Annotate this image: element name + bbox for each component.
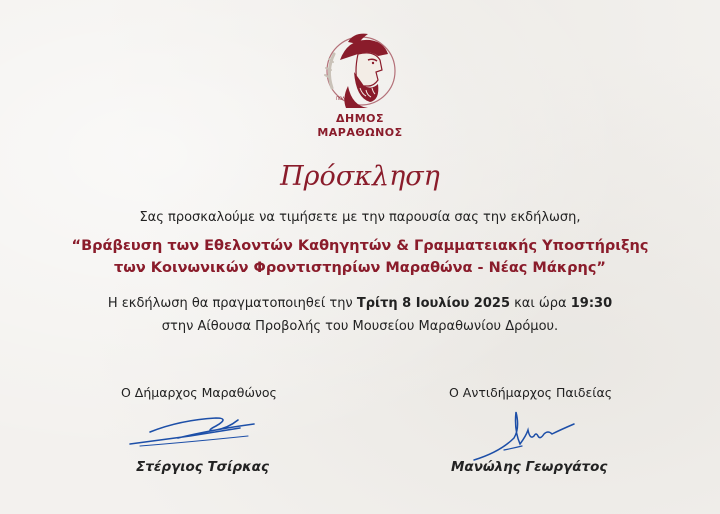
event-title-line-1: “Βράβευση των Εθελοντών Καθηγητών & Γραμματειακής Υποστήριξης — [71, 238, 649, 254]
details-prefix: Η εκδήλωση θα πραγματοποιηθεί την — [107, 296, 353, 311]
deputy-mayor-role: Ο Αντιδήμαρχος Παιδείας — [449, 385, 613, 400]
event-date: Τρίτη 8 Ιουλίου 2025 — [356, 296, 510, 311]
details-middle: και ώρα — [514, 296, 567, 311]
invitation-title: Πρόσκληση — [280, 161, 440, 192]
logo-seal-text: ΠΟΛΙΣ — [336, 96, 349, 101]
mayor-role: Ο Δήμαρχος Μαραθώνος — [121, 385, 277, 400]
event-date-time — [0, 296, 720, 311]
municipality-logo — [318, 28, 404, 114]
event-time: 19:30 — [570, 296, 613, 311]
logo-line-2: ΜΑΡΑΘΩΝΟΣ — [317, 126, 403, 139]
mayor-signature — [120, 402, 270, 452]
deputy-mayor-name: Μανώλης Γεωργάτος — [451, 459, 608, 475]
event-location: στην Αίθουσα Προβολής του Μουσείου Μαραθωνίου Δρόμου. — [161, 319, 559, 334]
intro-text: Σας προσκαλούμε να τιμήσετε με την παρουσία σας την εκδήλωση, — [139, 210, 581, 225]
event-title-line-2: των Κοινωνικών Φροντιστηρίων Μαραθώνα - Νέας Μάκρης” — [114, 260, 606, 276]
mayor-name: Στέργιος Τσίρκας — [136, 459, 269, 475]
logo-line-1: ΔΗΜΟΣ — [335, 112, 385, 125]
